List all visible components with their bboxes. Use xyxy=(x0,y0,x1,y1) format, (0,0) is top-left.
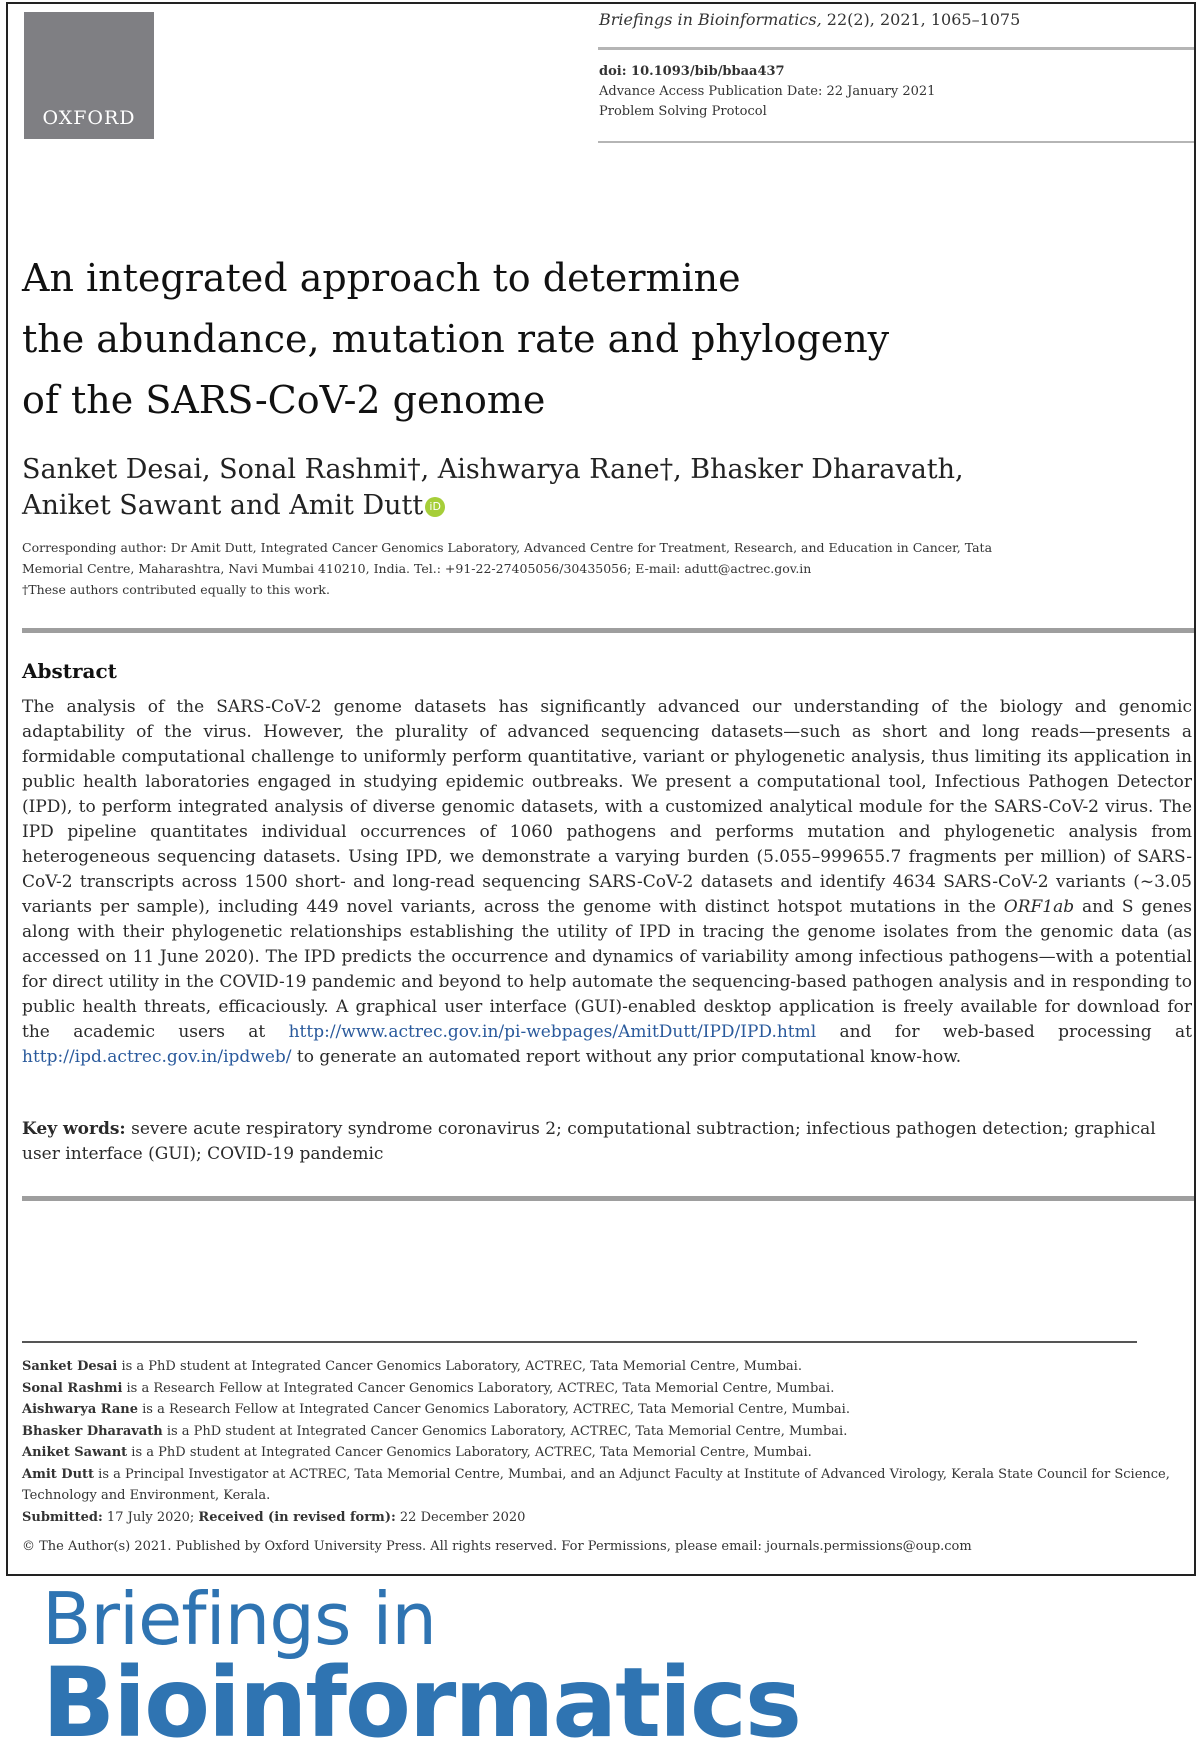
bio-name: Amit Dutt xyxy=(22,1466,95,1482)
revised-date: 22 December 2020 xyxy=(395,1509,526,1525)
bio-line xyxy=(22,1378,1172,1400)
bio-text: is a PhD student at Integrated Cancer Genomics Laboratory, ACTREC, Tata Memorial Centre, Mumbai. xyxy=(127,1445,812,1460)
header-rule-bottom xyxy=(598,141,1194,143)
orcid-icon[interactable]: iD xyxy=(425,497,445,517)
desktop-app-link[interactable]: http://www.actrec.gov.in/pi-webpages/AmitDutt/IPD/IPD.html xyxy=(288,1022,817,1042)
doi: doi: 10.1093/bib/bbaa437 xyxy=(599,64,785,79)
corresponding-line: Corresponding author: Dr Amit Dutt, Integrated Cancer Genomics Laboratory, Advanced Centre for Treatment, Research, and Education in Cancer, Tata xyxy=(22,540,993,555)
keywords xyxy=(22,1117,1192,1167)
volume-pages: 22(2), 2021, 1065–1075 xyxy=(821,10,1021,29)
abstract-text xyxy=(22,695,1192,1070)
abstract-part: and for web-based processing at xyxy=(816,1022,1192,1042)
authors-line-text: Aniket Sawant and Amit Dutt xyxy=(22,490,424,521)
brand-line-1: Briefings in xyxy=(42,1577,437,1661)
journal-brand-logo xyxy=(42,1577,800,1742)
copyright-notice: © The Author(s) 2021. Published by Oxford University Press. All rights reserved. For Permissions, please email: journals.permissions@oup.com xyxy=(22,1539,972,1554)
bio-text: is a PhD student at Integrated Cancer Genomics Laboratory, ACTREC, Tata Memorial Centre, Mumbai. xyxy=(117,1359,802,1374)
abstract-heading: Abstract xyxy=(22,659,117,683)
gene-name: ORF1ab xyxy=(1003,897,1075,917)
bio-line xyxy=(22,1442,1172,1464)
article-first-page xyxy=(6,2,1196,1576)
journal-reference xyxy=(599,10,1020,29)
oxford-logo-text: OXFORD xyxy=(42,107,136,129)
brand-line-2: Bioinformatics xyxy=(42,1647,800,1742)
abstract-part: to generate an automated report without any prior computational know-how. xyxy=(291,1047,962,1067)
oxford-logo xyxy=(24,12,154,139)
section-rule xyxy=(22,1196,1194,1201)
abstract-part: and S genes along with their phylogenetic relationships establishing the utility of IPD in tracing the genome isolates from the genomic data (as accessed on 11 June 2020). The IPD predicts the occurrence and dynamics of variability among infectious pathogens—with a potential for direct utility in the COVID-19 pandemic and beyond to help automate the sequencing-based pathogen analysis and in responding to public health threats, efficaciously. A graphical user interface (GUI)-enabled desktop application is freely available for download for the academic users at xyxy=(22,897,1192,1042)
bio-line xyxy=(22,1421,1172,1443)
bio-name: Sonal Rashmi xyxy=(22,1380,123,1396)
authors-line xyxy=(22,488,1122,524)
footnote-rule xyxy=(22,1341,1137,1343)
bio-name: Bhasker Dharavath xyxy=(22,1423,163,1439)
access-date: Advance Access Publication Date: 22 January 2021 xyxy=(599,84,936,99)
keywords-text: severe acute respiratory syndrome coronavirus 2; computational subtraction; infectious pathogen detection; graphical user interface (GUI); COVID-19 pandemic xyxy=(22,1119,1156,1164)
bio-text: is a Research Fellow at Integrated Cancer Genomics Laboratory, ACTREC, Tata Memorial Centre, Mumbai. xyxy=(138,1402,850,1417)
bio-line xyxy=(22,1399,1172,1421)
revised-label: Received (in revised form): xyxy=(198,1509,396,1525)
bio-name: Aniket Sawant xyxy=(22,1445,128,1460)
corresponding-author xyxy=(22,537,1162,600)
abstract-part: The analysis of the SARS-CoV-2 genome datasets has significantly advanced our understanding of the biology and genomic adaptability of the virus. However, the plurality of advanced sequencing datasets—such as short and long reads—presents a formidable computational challenge to uniformly perform quantitative, variant or phylogenetic analysis, thus limiting its application in public health laboratories engaged in studying epidemic outbreaks. We present a computational tool, Infectious Pathogen Detector (IPD), to perform integrated analysis of diverse genomic datasets, with a customized analytical module for the SARS-CoV-2 virus. The IPD pipeline quantitates individual occurrences of 1060 pathogens and performs mutation and phylogenetic analysis from heterogeneous sequencing datasets. Using IPD, we demonstrate a varying burden (5.055–999655.7 fragments per million) of SARS-CoV-2 transcripts across 1500 short- and long-read sequencing SARS-CoV-2 datasets and identify 4634 SARS-CoV-2 variants (~3.05 variants per sample), including 449 novel variants, across the genome with distinct hotspot mutations in the xyxy=(22,697,1192,917)
authors-line: Sanket Desai, Sonal Rashmi†, Aishwarya Rane†, Bhasker Dharavath, xyxy=(22,454,964,485)
title-line: the abundance, mutation rate and phylogeny xyxy=(22,317,890,361)
header-rule xyxy=(598,47,1194,50)
bio-text: is a Principal Investigator at ACTREC, Tata Memorial Centre, Mumbai, and an Adjunct Faculty at Institute of Advanced Virology, Kerala State Council for Science, Technology and Environment, Kerala. xyxy=(22,1466,1170,1503)
article-title xyxy=(22,248,1022,431)
journal-name: Briefings in Bioinformatics, xyxy=(599,10,822,29)
submitted-date: 17 July 2020; xyxy=(102,1509,199,1525)
bio-line xyxy=(22,1356,1172,1378)
submission-dates xyxy=(22,1507,1172,1529)
article-type: Problem Solving Protocol xyxy=(599,104,767,119)
article-meta xyxy=(599,62,935,122)
bio-text: is a Research Fellow at Integrated Cancer Genomics Laboratory, ACTREC, Tata Memorial Centre, Mumbai. xyxy=(122,1380,835,1396)
author-bios xyxy=(22,1356,1172,1528)
web-app-link[interactable]: http://ipd.actrec.gov.in/ipdweb/ xyxy=(22,1047,292,1067)
keywords-label: Key words: xyxy=(22,1119,126,1139)
bio-line xyxy=(22,1464,1172,1507)
submitted-label: Submitted: xyxy=(22,1509,103,1525)
title-line: An integrated approach to determine xyxy=(22,256,741,300)
author-list xyxy=(22,452,1122,524)
bio-name: Sanket Desai xyxy=(22,1359,118,1374)
equal-contribution-note: †These authors contributed equally to this work. xyxy=(22,582,330,597)
title-line: of the SARS-CoV-2 genome xyxy=(22,378,546,422)
bio-name: Aishwarya Rane xyxy=(22,1402,139,1417)
section-rule xyxy=(22,628,1194,633)
bio-text: is a PhD student at Integrated Cancer Genomics Laboratory, ACTREC, Tata Memorial Centre, Mumbai. xyxy=(162,1423,848,1439)
corresponding-line: Memorial Centre, Maharashtra, Navi Mumbai 410210, India. Tel.: +91-22-27405056/30435056; E-mail: adutt@actrec.gov.in xyxy=(22,561,812,576)
